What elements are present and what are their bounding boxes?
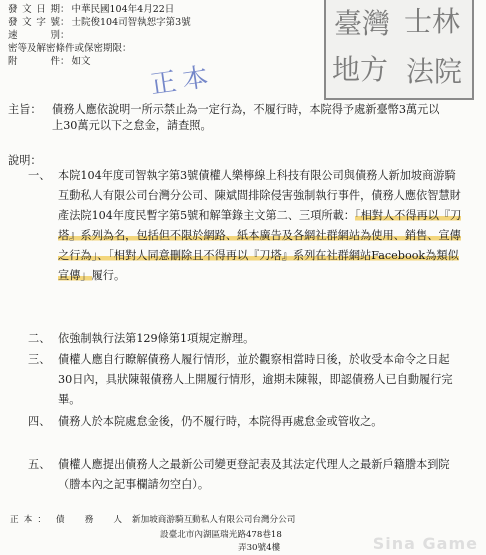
handwritten-signature: 正本 (148, 61, 217, 101)
item-number: 二、 (28, 332, 51, 345)
item-text (58, 412, 463, 432)
subject-text: 債務人應依說明一所示禁止為一定行為，不履行時，本院得予處新臺幣3萬元以上30萬元以下之怠金，請查照。 (52, 103, 440, 132)
meta-row (8, 43, 134, 55)
meta-colon: ： (122, 43, 132, 54)
footer-name: 新加坡商游騎互動私人有限公司台灣分公司 (132, 515, 296, 525)
footer-address-line1: 設臺北市內湖區瑞光路478巷18 (160, 530, 282, 540)
highlighted-text: 「相對人不得再以『刀塔』系列為名，包括但不限於網路、紙本廣告及各網社群網站為使用、銷售、宣傳之行為」、「相對人同意刪除且不得再以『刀塔』系列在社群網站Facebook為類似宣傳」 (58, 209, 462, 282)
seal-char: 法院 (406, 55, 463, 88)
item-text-part: 本院104年度司智執字第3號債權人樂檸線上科技有限公司與債務人新加坡商游騎互動私人有限公司台灣分公司、陳斌間排除侵害強制執行事件，債務人應依智慧財產法院104年度民暫字第5號和解筆錄主文第二、三項所載： (58, 169, 461, 222)
meta-row (8, 30, 72, 42)
description-item (28, 329, 463, 349)
footer-role: 債務人 (56, 515, 122, 525)
item-number: 四、 (28, 415, 51, 428)
meta-value: 中華民國104年4月22日 (71, 4, 175, 15)
footer-address-line2: 弄30號4樓 (238, 543, 281, 553)
meta-key: 速別 (8, 30, 60, 41)
footer-recipient (10, 514, 295, 526)
item-number: 三、 (28, 353, 51, 366)
seal-char: 地方 (332, 53, 389, 86)
item-number: 五、 (28, 458, 51, 471)
meta-colon: ： (60, 4, 70, 15)
meta-row (8, 17, 191, 29)
description-item (28, 455, 463, 495)
meta-key: 發文字號 (8, 17, 60, 28)
meta-key: 附件 (8, 56, 60, 67)
court-seal (324, 0, 474, 100)
item-number: 一、 (28, 169, 51, 182)
subject-label: 主旨： (8, 103, 42, 116)
meta-colon: ： (60, 17, 70, 28)
description-label: 說明： (8, 154, 42, 167)
item-text (58, 329, 463, 349)
item-text (58, 455, 463, 495)
meta-row (8, 4, 174, 16)
subject-section (8, 102, 448, 134)
meta-colon: ： (60, 56, 70, 67)
description-item (28, 166, 463, 286)
seal-char: 士林 (404, 5, 461, 38)
item-text-part: 債權人應提出債務人之最新公司變更登記表及其法定代理人之最新戶籍謄本到院（謄本內之記事欄請勿空白）。 (58, 458, 450, 491)
item-text (58, 350, 463, 410)
item-text-part: 履行。 (91, 269, 126, 282)
meta-colon: ： (60, 30, 70, 41)
meta-value: 如文 (71, 56, 91, 67)
item-text-part: 債權人應自行瞭解債務人履行情形，並於觀察相當時日後，於收受本命令之日起30日內，具狀陳報債務人上開履行情形，逾期未陳報，即認債務人已自動履行完畢。 (58, 353, 453, 406)
item-text-part: 依強制執行法第129條第1項規定辦理。 (58, 332, 255, 345)
watermark: Sina Game (372, 534, 478, 553)
meta-value: 士院俊104司智執恕字第3號 (71, 17, 191, 28)
seal-char: 臺灣 (334, 7, 391, 40)
meta-key: 密等及解密條件或保密期限 (8, 43, 123, 54)
item-text (58, 166, 463, 286)
description-item (28, 350, 463, 410)
footer-label: 正本： (10, 515, 46, 525)
description-item (28, 412, 463, 432)
item-text-part: 債務人於本院處怠金後，仍不履行時，本院得再處怠金或管收之。 (58, 415, 383, 428)
meta-key: 發文日期 (8, 4, 60, 15)
meta-row (8, 56, 91, 68)
